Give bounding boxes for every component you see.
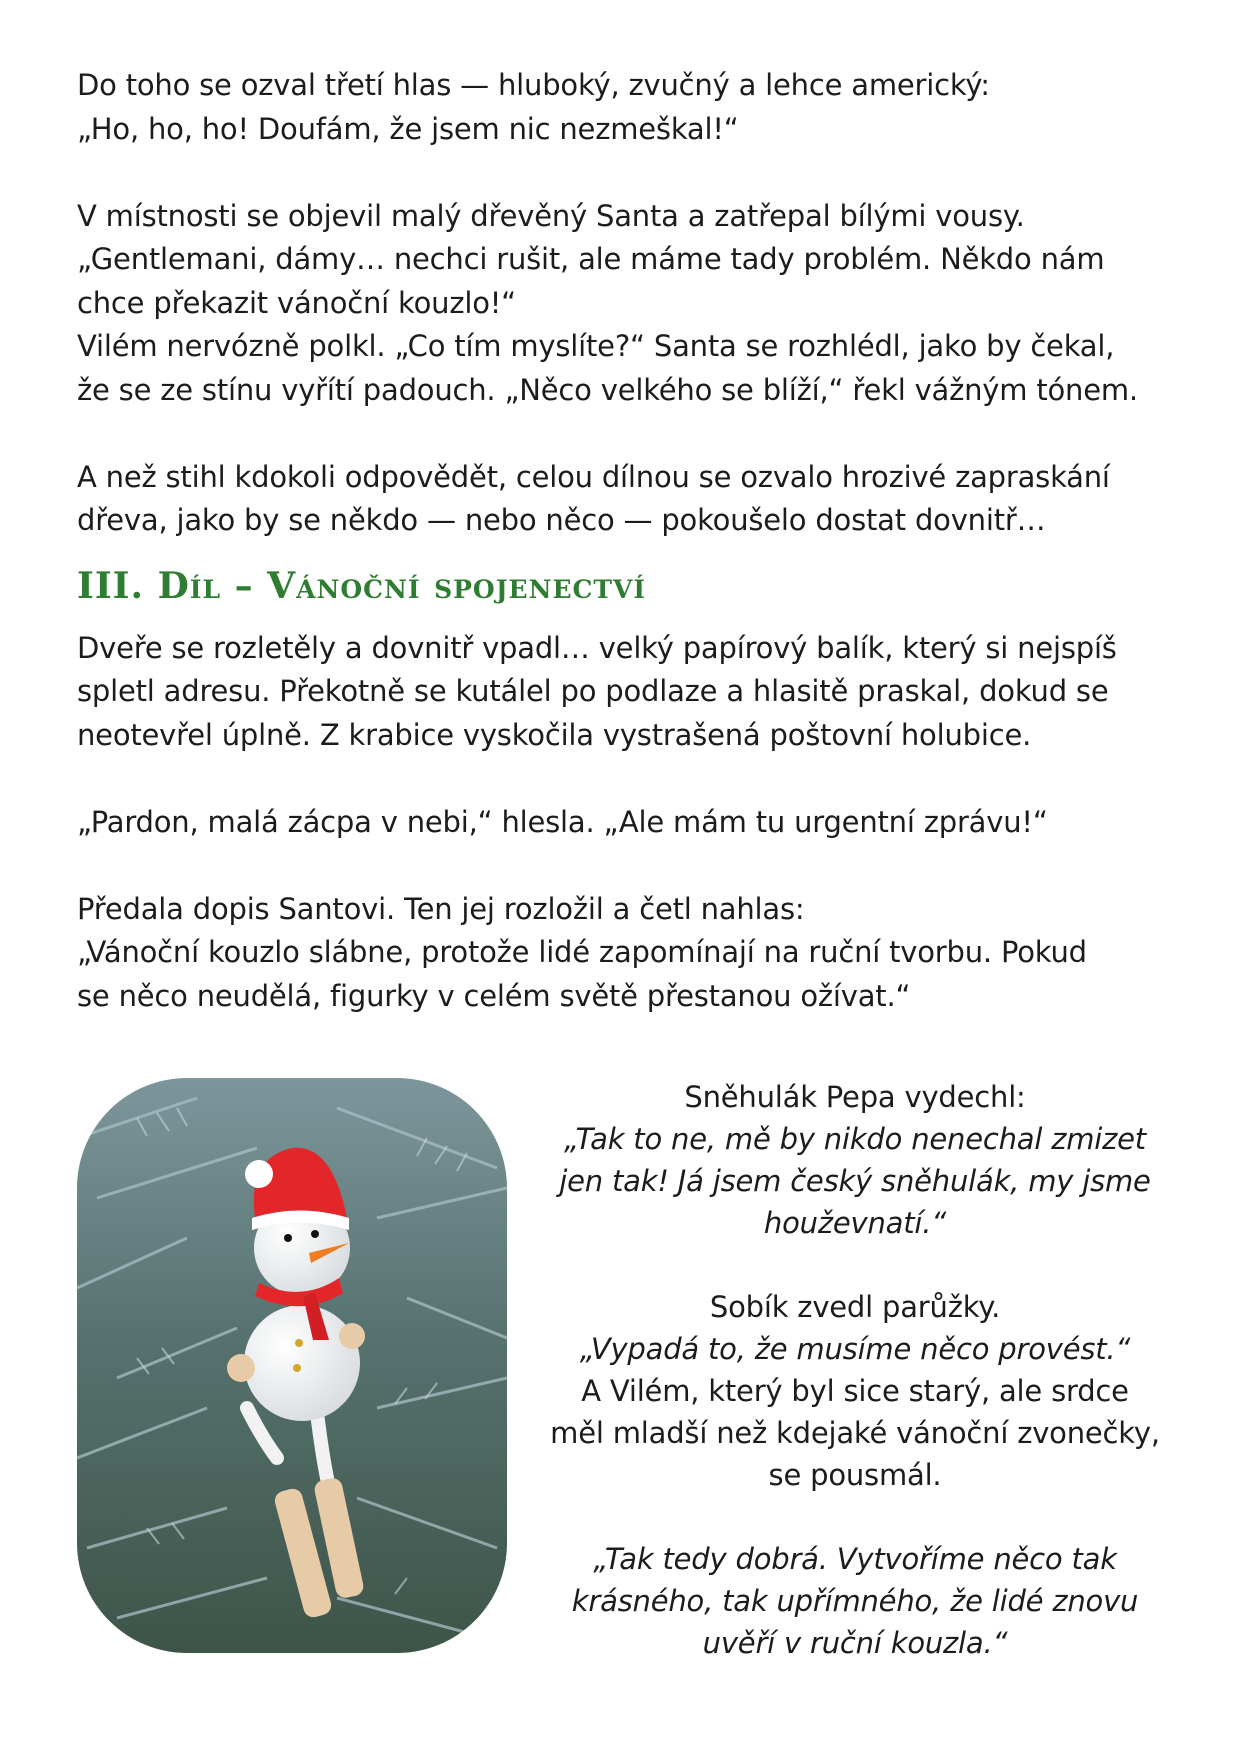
paragraph-line: chce překazit vánoční kouzlo!“ — [77, 285, 516, 320]
paragraph-line: Dveře se rozletěly a dovnitř vpadl… velký papírový balík, který si nejspíš — [77, 630, 1117, 665]
quote-line: „Tak to ne, mě by nikdo nenechal zmizet — [564, 1122, 1146, 1156]
quote-line: „Vypadá to, že musíme něco provést.“ — [579, 1332, 1131, 1366]
paragraph-line: spletl adresu. Překotně se kutálel po podlaze a hlasitě praskal, dokud se — [77, 674, 1109, 708]
side-text — [535, 1076, 1175, 1664]
story-text — [77, 64, 1177, 1018]
paragraph-line: Předala dopis Santovi. Ten jej rozložil a četl nahlas: — [77, 891, 805, 926]
paragraph-line: „Ho, ho, ho! Doufám, že jsem nic nezmeškal!“ — [77, 111, 739, 146]
quote-line: „Tak tedy dobrá. Vytvoříme něco tak — [593, 1542, 1117, 1576]
paragraph-line: neotevřel úplně. Z krabice vyskočila vystrašená poštovní holubice. — [77, 717, 1032, 752]
quote-line: uvěří v ruční kouzla.“ — [702, 1626, 1008, 1660]
paragraph-line: Vilém nervózně polkl. „Co tím myslíte?“ Santa se rozhlédl, jako by čekal, — [77, 329, 1115, 363]
paragraph-line: „Vánoční kouzlo slábne, protože lidé zapomínají na ruční tvorbu. Pokud — [77, 935, 1087, 969]
paragraph-line: že se ze stínu vyřítí padouch. „Něco velkého se blíží,“ řekl vážným tónem. — [77, 372, 1138, 407]
chapter-heading: III. Díl – Vánoční spojenectví — [77, 564, 647, 607]
quote-line: houževnatí.“ — [763, 1206, 947, 1240]
paragraph-line: A Vilém, který byl sice starý, ale srdce — [581, 1374, 1129, 1408]
paragraph-line: se něco neudělá, figurky v celém světě přestanou ožívat.“ — [77, 978, 911, 1013]
paragraph-line: A než stihl kdokoli odpovědět, celou dílnou se ozvalo hrozivé zapraskání — [77, 459, 1110, 494]
quote-line: jen tak! Já jsem český sněhulák, my jsme — [559, 1164, 1151, 1198]
paragraph-line: dřeva, jako by se někdo — nebo něco — pokoušelo dostat dovnitř… — [77, 503, 1046, 537]
paragraph-line: se pousmál. — [768, 1458, 942, 1492]
snowman-illustration — [77, 1078, 507, 1653]
paragraph-line: V místnosti se objevil malý dřevěný Santa a zatřepal bílými vousy. — [77, 198, 1025, 233]
quote-line: krásného, tak upřímného, že lidé znovu — [571, 1584, 1139, 1618]
paragraph-line: Do toho se ozval třetí hlas — hluboký, zvučný a lehce americký: — [77, 68, 990, 102]
paragraph-line: „Pardon, malá zácpa v nebi,“ hlesla. „Ale mám tu urgentní zprávu!“ — [77, 804, 1048, 839]
paragraph-line: Sněhulák Pepa vydechl: — [684, 1080, 1026, 1114]
snowman-photo — [77, 1078, 507, 1653]
paragraph-line: „Gentlemani, dámy… nechci rušit, ale máme tady problém. Někdo nám — [77, 242, 1105, 276]
paragraph-line: měl mladší než kdejaké vánoční zvonečky, — [550, 1416, 1160, 1450]
paragraph-line: Sobík zvedl parůžky. — [709, 1290, 1001, 1324]
